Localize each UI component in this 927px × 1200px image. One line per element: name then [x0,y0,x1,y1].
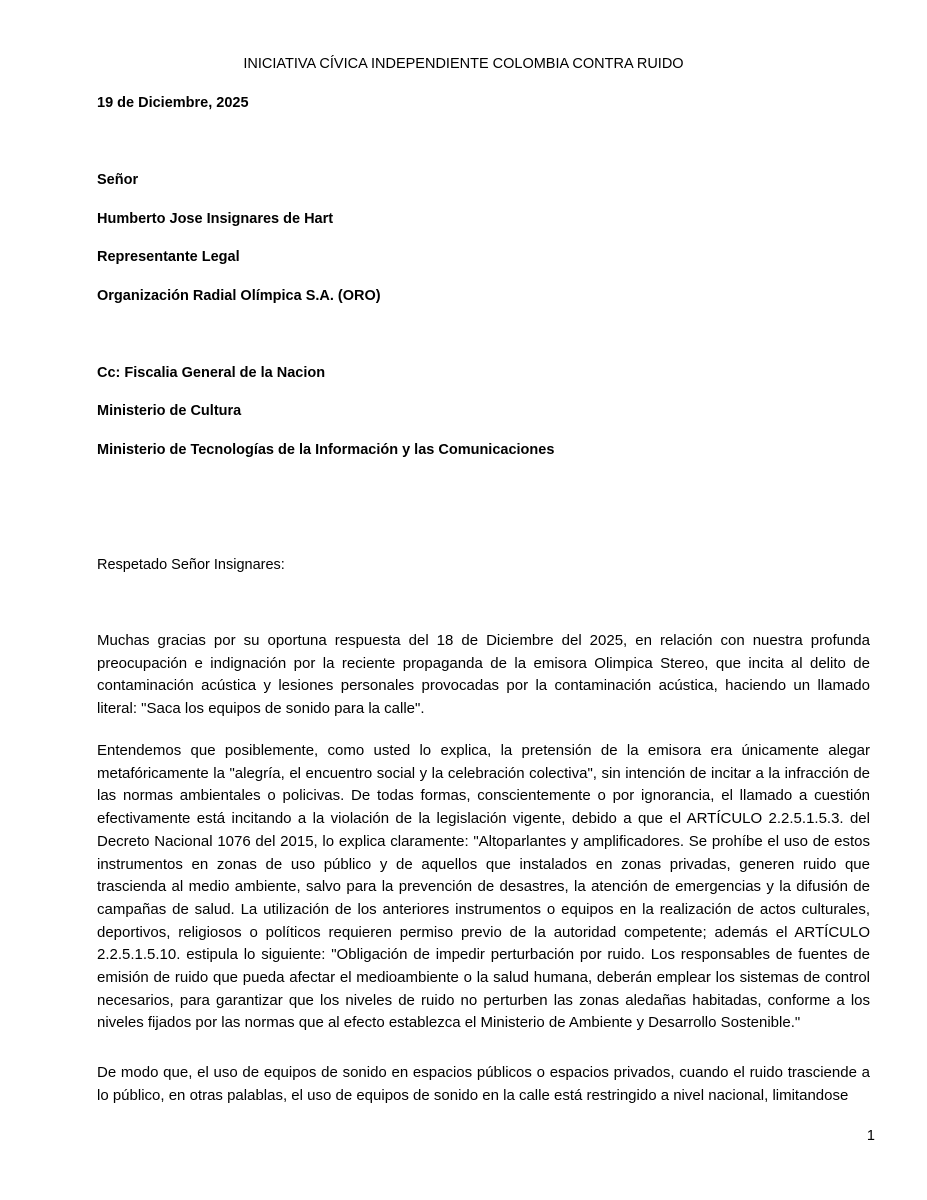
recipient-position: Representante Legal [97,249,240,265]
body-paragraph-1: Muchas gracias por su oportuna respuesta del 18 de Diciembre del 2025, en relación con nuestra profunda preocupación e indignación por la reciente propaganda de la emisora Olimpica Stereo, que incita al delito de contaminación acústica y lesiones personales provocadas por la contaminación acústica, haciendo un llamado literal: "Saca los equipos de sonido para la calle". [97,632,870,718]
cc-line-3: Ministerio de Tecnologías de la Información y las Comunicaciones [97,442,555,458]
body-paragraph-2: Entendemos que posiblemente, como usted lo explica, la pretensión de la emisora era únicamente alegar metafóricamente la "alegría, el encuentro social y la celebración colectiva", sin intención de incitar a la infracción de las normas ambientales o policivas. De todas formas, conscientemente o por ignorancia, el llamado a cuestión efectivamente está incitando a la violación de la legislación vigente, debido a que el ARTÍCULO 2.2.5.1.5.3. del Decreto Nacional 1076 del 2015, lo explica claramente: "Altoparlantes y amplificadores. Se prohíbe el uso de estos instrumentos en zonas de uso público y de aquellos que instalados en zonas privadas, generen ruido que trascienda al medio ambiente, salvo para la prevención de desastres, la atención de emergencias y la difusión de campañas de salud. La utilización de los anteriores instrumentos o equipos en la realización de actos culturales, deportivos, religiosos o políticos requieren permiso previo de la autoridad competente; además el ARTÍCULO 2.2.5.1.5.10. estipula lo siguiente: "Obligación de impedir perturbación por ruido. Los responsables de fuentes de emisión de ruido que pueda afectar el medioambiente o la salud humana, deberán emplear los sistemas de control necesarios, para garantizar que los niveles de ruido no perturben las zonas aledañas habitadas, conforme a los niveles fijados por las normas que al efecto establezca el Ministerio de Ambiente y Desarrollo Sostenible." [97,742,870,1032]
letter-date: 19 de Diciembre, 2025 [97,95,249,111]
organization-header: INICIATIVA CÍVICA INDEPENDIENTE COLOMBIA CONTRA RUIDO [243,56,684,72]
page-number: 1 [866,1128,875,1144]
recipient-name: Humberto Jose Insignares de Hart [97,211,334,227]
letter-greeting: Respetado Señor Insignares: [97,557,285,573]
cc-line-1: Cc: Fiscalia General de la Nacion [97,365,326,381]
body-paragraph-3: De modo que, el uso de equipos de sonido en espacios públicos o espacios privados, cuando el ruido trasciende a lo público, en otras palablas, el uso de equipos de sonido en la calle está restringido a nivel nacional, limitandose [97,1064,870,1104]
recipient-title: Señor [97,172,139,188]
recipient-organization: Organización Radial Olímpica S.A. (ORO) [97,288,381,304]
cc-line-2: Ministerio de Cultura [97,403,242,419]
